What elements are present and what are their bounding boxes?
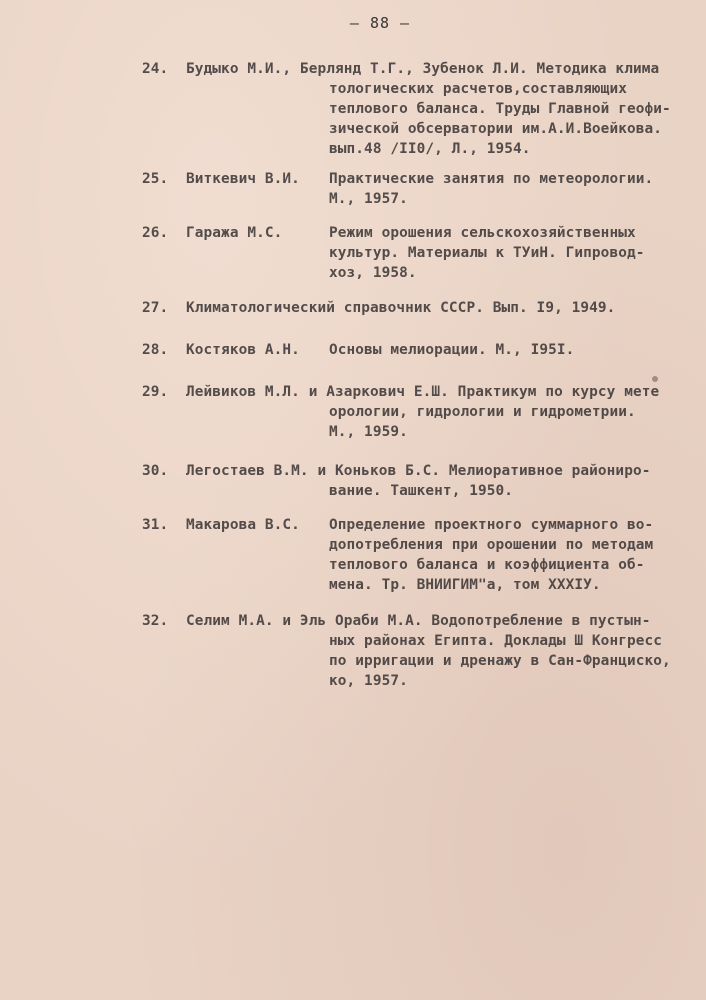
entry-31-number: 31.: [142, 517, 169, 533]
entry-24-authors: Будыко М.И., Берлянд Т.Г., Зубенок Л.И. Методика клима: [186, 61, 660, 77]
entry-26-line-1: Режим орошения сельскохозяйственных: [329, 225, 636, 241]
entry-24-line-4: вып.48 /II0/, Л., 1954.: [329, 141, 531, 157]
entry-31-line-4: мена. Тр. ВНИИГИМ"а, том XXXIУ.: [329, 577, 601, 593]
page-number: — 88 —: [349, 14, 411, 32]
entry-29-line-2: М., 1959.: [329, 424, 408, 440]
entry-29-authors: Лейвиков М.Л. и Азаркович Е.Ш. Практикум по курсу мете: [186, 384, 660, 400]
entry-24-line-2: теплового баланса. Труды Главной геофи-: [329, 101, 671, 117]
entry-25-line-2: М., 1957.: [329, 191, 408, 207]
paper-speck: [652, 376, 658, 382]
entry-25-line-1: Практические занятия по метеорологии.: [329, 171, 654, 187]
entry-25-number: 25.: [142, 171, 169, 187]
entry-26-number: 26.: [142, 225, 169, 241]
entry-31-line-1: Определение проектного суммарного во-: [329, 517, 654, 533]
entry-26-author: Гаража М.С.: [186, 225, 283, 241]
entry-26-line-3: хоз, 1958.: [329, 265, 417, 281]
entry-28-author: Костяков А.Н.: [186, 342, 300, 358]
entry-32-number: 32.: [142, 613, 169, 629]
entry-32-authors: Селим М.А. и Эль Ораби М.А. Водопотребление в пустын-: [186, 613, 651, 629]
entry-25-author: Виткевич В.И.: [186, 171, 300, 187]
entry-31-line-2: допотребления при орошении по методам: [329, 537, 654, 553]
entry-24-number: 24.: [142, 61, 169, 77]
entry-32-line-2: по ирригации и дренажу в Сан-Франциско,: [329, 653, 671, 669]
entry-30-number: 30.: [142, 463, 169, 479]
entry-31-line-3: теплового баланса и коэффициента об-: [329, 557, 645, 573]
entry-32-line-1: ных районах Египта. Доклады Ш Конгресс: [329, 633, 663, 649]
entry-30-line-1: вание. Ташкент, 1950.: [329, 483, 514, 499]
entry-29-line-1: орологии, гидрологии и гидрометрии.: [329, 404, 636, 420]
entry-24-line-3: зической обсерватории им.А.И.Воейкова.: [329, 121, 663, 137]
entry-27-number: 27.: [142, 300, 169, 316]
entry-24-line-1: тологических расчетов,составляющих: [329, 81, 627, 97]
entry-28-line-1: Основы мелиорации. М., I95I.: [329, 342, 575, 358]
entry-29-number: 29.: [142, 384, 169, 400]
entry-28-number: 28.: [142, 342, 169, 358]
entry-27-title: Климатологический справочник СССР. Вып. I9, 1949.: [186, 300, 616, 316]
entry-30-authors: Легостаев В.М. и Коньков Б.С. Мелиоративное райониро-: [186, 463, 651, 479]
entry-32-line-3: ко, 1957.: [329, 673, 408, 689]
entry-26-line-2: культур. Материалы к ТУиН. Гипровод-: [329, 245, 645, 261]
entry-31-author: Макарова В.С.: [186, 517, 300, 533]
